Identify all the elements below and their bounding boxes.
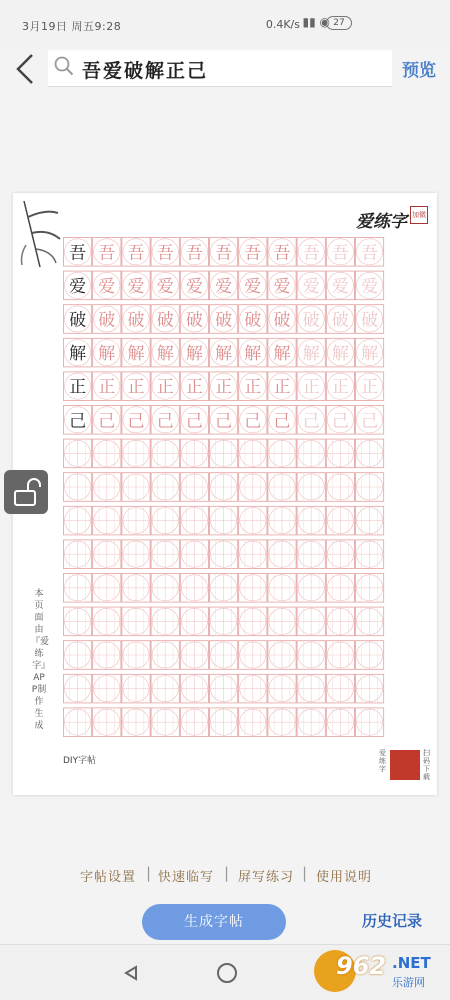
trace-character: 解 (185, 344, 203, 365)
scan-download (379, 749, 435, 783)
grid-cell (239, 305, 267, 334)
lock-button[interactable] (4, 470, 48, 514)
trace-character: 正 (215, 377, 233, 398)
grid-cell (92, 506, 121, 535)
grid-cell (356, 238, 384, 267)
grid-cell (326, 708, 355, 737)
grid-cell (326, 338, 354, 367)
grid-cell (268, 238, 296, 267)
grid-cell (151, 338, 179, 367)
grid-cell (297, 238, 325, 267)
grid-cell (180, 271, 208, 300)
qr-seal-icon (390, 750, 420, 780)
grid-cell (238, 674, 267, 703)
preview-button[interactable]: 预览 (402, 61, 436, 81)
nav-home-icon[interactable] (217, 963, 237, 983)
grid-cell (121, 607, 150, 636)
grid-cell (209, 473, 238, 502)
grid-cell (238, 641, 267, 670)
grid-row (63, 708, 384, 737)
trace-character: 破 (331, 310, 349, 331)
trace-character: 破 (156, 310, 174, 331)
grid-cell (239, 271, 267, 300)
watermark-number: 962 (336, 952, 387, 980)
grid-cell (238, 473, 267, 502)
character-grid (63, 235, 385, 744)
grid-cell (268, 338, 296, 367)
grid-cell (209, 506, 238, 535)
status-bar (0, 0, 450, 48)
grid-cell (63, 473, 92, 502)
grid-cell (297, 506, 326, 535)
grid-cell (180, 674, 209, 703)
grid-cell (151, 574, 180, 603)
grid-cell (268, 305, 296, 334)
grid-cell (63, 641, 92, 670)
grid-cell (210, 338, 238, 367)
history-button[interactable]: 历史记录 (362, 912, 423, 930)
grid-cell (297, 305, 325, 334)
trace-character: 正 (273, 377, 291, 398)
model-character: 吾 (69, 243, 87, 264)
trace-character: 正 (98, 377, 116, 398)
grid-row (64, 238, 384, 267)
scan-right-text: 扫码下载 (423, 749, 430, 781)
grid-cell (297, 708, 326, 737)
unlock-icon (4, 470, 48, 514)
grid-cell (92, 708, 121, 737)
grid-cell (151, 674, 180, 703)
grid-cell (268, 271, 296, 300)
grid-cell (297, 372, 325, 401)
grid-cell (151, 708, 180, 737)
grid-cell (151, 473, 180, 502)
grid-cell (121, 540, 150, 569)
grid-cell (122, 338, 150, 367)
grid-cell (151, 607, 180, 636)
function-menu: 字帖设置 | 快速临写 | 屏写练习 | 使用说明 (80, 864, 373, 885)
grid-cell (180, 473, 209, 502)
trace-character: 爱 (98, 276, 116, 297)
logo-seal: 加微 (410, 206, 428, 224)
grid-cell (356, 338, 384, 367)
grid-cell (92, 439, 121, 468)
grid-cell (356, 305, 384, 334)
grid-cell (267, 574, 296, 603)
grid-row (63, 540, 384, 569)
grid-cell (355, 708, 384, 737)
trace-character: 解 (331, 344, 349, 365)
trace-character: 己 (244, 411, 262, 432)
trace-character: 吾 (185, 243, 203, 264)
grid-cell (297, 641, 326, 670)
grid-cell (92, 674, 121, 703)
side-note: 本页面由『爱练字』APP制作生成 (31, 589, 50, 731)
menu-item-screen-practice[interactable]: 屏写练习 (238, 870, 295, 885)
grid-cell (93, 406, 121, 435)
model-character: 爱 (69, 276, 87, 297)
trace-character: 吾 (127, 243, 145, 264)
generate-button[interactable]: 生成字帖 (142, 904, 286, 940)
trace-character: 爱 (331, 276, 349, 297)
trace-character: 解 (244, 344, 262, 365)
trace-character: 吾 (273, 243, 291, 264)
grid-cell (355, 574, 384, 603)
battery-icon: 27 (326, 16, 352, 30)
trace-character: 破 (273, 310, 291, 331)
grid-cell (297, 473, 326, 502)
trace-character: 解 (215, 344, 233, 365)
trace-character: 吾 (331, 243, 349, 264)
grid-cell (209, 641, 238, 670)
grid-cell (210, 406, 238, 435)
search-icon (54, 56, 74, 76)
back-icon[interactable] (14, 52, 44, 88)
grid-cell (151, 540, 180, 569)
top-bar (0, 48, 450, 90)
trace-character: 解 (361, 344, 379, 365)
grid-cell (180, 607, 209, 636)
grid-cell (63, 439, 92, 468)
trace-character: 爱 (273, 276, 291, 297)
grid-cell (297, 271, 325, 300)
grid-cell (297, 540, 326, 569)
grid-cell (209, 540, 238, 569)
grid-row (64, 372, 384, 401)
grid-cell (239, 338, 267, 367)
grid-cell (180, 641, 209, 670)
model-character: 解 (69, 344, 87, 365)
grid-cell (267, 708, 296, 737)
grid-cell (180, 238, 208, 267)
grid-cell (64, 238, 92, 267)
grid-row (63, 506, 384, 535)
trace-character: 破 (98, 310, 116, 331)
grid-cell (326, 305, 354, 334)
trace-character: 吾 (215, 243, 233, 264)
model-character: 破 (69, 310, 87, 331)
grid-cell (267, 473, 296, 502)
grid-row (63, 674, 384, 703)
grid-cell (326, 506, 355, 535)
grid-cell (63, 708, 92, 737)
grid-cell (151, 305, 179, 334)
grid-cell (121, 674, 150, 703)
grid-cell (180, 540, 209, 569)
nav-back-icon[interactable] (123, 965, 139, 981)
trace-character: 解 (273, 344, 291, 365)
trace-character: 正 (185, 377, 203, 398)
grid-cell (92, 607, 121, 636)
grid-cell (326, 439, 355, 468)
grid-cell (64, 271, 92, 300)
trace-character: 吾 (156, 243, 174, 264)
grid-cell (267, 641, 296, 670)
grid-cell (180, 338, 208, 367)
trace-character: 破 (185, 310, 203, 331)
grid-cell (326, 607, 355, 636)
grid-cell (122, 406, 150, 435)
grid-cell (180, 372, 208, 401)
grid-row (64, 271, 384, 300)
menu-item-instructions[interactable]: 使用说明 (316, 870, 373, 885)
grid-cell (93, 372, 121, 401)
grid-cell (151, 506, 180, 535)
grid-cell (64, 372, 92, 401)
bamboo-decoration-icon (18, 199, 64, 269)
grid-cell (209, 674, 238, 703)
trace-character: 己 (127, 411, 145, 432)
trace-character: 爱 (127, 276, 145, 297)
menu-item-settings[interactable]: 字帖设置 (80, 870, 137, 885)
model-character: 正 (69, 377, 87, 398)
grid-cell (210, 305, 238, 334)
app-logo: 爱练字 (356, 212, 407, 232)
grid-cell (121, 473, 150, 502)
grid-cell (180, 574, 209, 603)
grid-cell (268, 406, 296, 435)
grid-cell (180, 708, 209, 737)
grid-row (64, 406, 384, 435)
grid-row (63, 473, 384, 502)
grid-cell (297, 674, 326, 703)
grid-cell (63, 674, 92, 703)
grid-cell (151, 439, 180, 468)
grid-cell (122, 238, 150, 267)
grid-cell (267, 439, 296, 468)
grid-cell (267, 506, 296, 535)
grid-cell (326, 641, 355, 670)
trace-character: 爱 (185, 276, 203, 297)
grid-canvas (63, 235, 385, 740)
grid-cell (355, 506, 384, 535)
grid-row (64, 338, 384, 367)
grid-cell (356, 271, 384, 300)
grid-cell (92, 540, 121, 569)
trace-character: 正 (302, 377, 320, 398)
trace-character: 解 (156, 344, 174, 365)
grid-cell (92, 574, 121, 603)
trace-character: 吾 (361, 243, 379, 264)
grid-cell (268, 372, 296, 401)
grid-cell (121, 708, 150, 737)
trace-character: 解 (302, 344, 320, 365)
trace-character: 吾 (244, 243, 262, 264)
grid-cell (238, 574, 267, 603)
search-input[interactable] (48, 50, 392, 87)
grid-cell (326, 473, 355, 502)
grid-cell (355, 540, 384, 569)
trace-character: 吾 (302, 243, 320, 264)
trace-character: 正 (331, 377, 349, 398)
trace-character: 爱 (215, 276, 233, 297)
grid-cell (64, 305, 92, 334)
grid-cell (326, 238, 354, 267)
grid-cell (209, 574, 238, 603)
trace-character: 爱 (361, 276, 379, 297)
trace-character: 正 (361, 377, 379, 398)
grid-cell (122, 271, 150, 300)
network-speed: 0.4K/s (265, 18, 300, 31)
grid-cell (238, 708, 267, 737)
grid-cell (121, 641, 150, 670)
grid-cell (238, 506, 267, 535)
grid-row (63, 439, 384, 468)
grid-cell (297, 338, 325, 367)
grid-cell (355, 473, 384, 502)
grid-cell (297, 406, 325, 435)
grid-cell (63, 506, 92, 535)
grid-cell (326, 372, 354, 401)
grid-cell (180, 305, 208, 334)
grid-cell (355, 439, 384, 468)
grid-cell (239, 238, 267, 267)
grid-cell (63, 607, 92, 636)
diy-label: DIY字帖 (63, 756, 97, 766)
grid-cell (267, 540, 296, 569)
grid-cell (356, 372, 384, 401)
grid-cell (209, 708, 238, 737)
grid-cell (151, 406, 179, 435)
trace-character: 己 (302, 411, 320, 432)
grid-cell (180, 439, 209, 468)
grid-cell (209, 607, 238, 636)
status-time: 3月19日 周五9:28 (22, 20, 122, 33)
grid-cell (355, 641, 384, 670)
trace-character: 破 (244, 310, 262, 331)
model-character: 己 (69, 411, 87, 432)
watermark-net: .NET (392, 954, 431, 972)
trace-character: 己 (331, 411, 349, 432)
trace-character: 己 (215, 411, 233, 432)
grid-cell (121, 506, 150, 535)
trace-character: 破 (215, 310, 233, 331)
grid-cell (122, 305, 150, 334)
trace-character: 爱 (302, 276, 320, 297)
grid-cell (64, 338, 92, 367)
grid-cell (210, 372, 238, 401)
grid-cell (239, 406, 267, 435)
grid-cell (355, 607, 384, 636)
trace-character: 己 (185, 411, 203, 432)
trace-character: 正 (244, 377, 262, 398)
grid-row (63, 607, 384, 636)
grid-cell (355, 674, 384, 703)
trace-character: 解 (98, 344, 116, 365)
trace-character: 破 (127, 310, 145, 331)
grid-cell (238, 607, 267, 636)
grid-cell (93, 238, 121, 267)
site-watermark (312, 948, 444, 994)
signal-icon: ▮▮ ◉ (302, 15, 330, 29)
grid-cell (210, 271, 238, 300)
grid-cell (64, 406, 92, 435)
grid-cell (326, 271, 354, 300)
trace-character: 破 (361, 310, 379, 331)
trace-character: 吾 (98, 243, 116, 264)
grid-cell (93, 338, 121, 367)
grid-cell (238, 439, 267, 468)
grid-row (64, 305, 384, 334)
grid-cell (63, 540, 92, 569)
grid-cell (121, 574, 150, 603)
trace-character: 己 (98, 411, 116, 432)
grid-cell (151, 271, 179, 300)
trace-character: 己 (156, 411, 174, 432)
grid-cell (326, 674, 355, 703)
grid-cell (326, 574, 355, 603)
trace-character: 正 (156, 377, 174, 398)
grid-cell (297, 574, 326, 603)
grid-cell (92, 473, 121, 502)
grid-cell (267, 674, 296, 703)
trace-character: 正 (127, 377, 145, 398)
menu-item-quick-copy[interactable]: 快速临写 (158, 870, 215, 885)
grid-cell (63, 574, 92, 603)
grid-cell (121, 439, 150, 468)
search-query: 吾爱破解正己 (82, 60, 209, 82)
grid-cell (210, 238, 238, 267)
trace-character: 解 (127, 344, 145, 365)
grid-cell (93, 271, 121, 300)
grid-cell (239, 372, 267, 401)
grid-cell (297, 439, 326, 468)
grid-cell (180, 506, 209, 535)
grid-cell (151, 641, 180, 670)
grid-cell (297, 607, 326, 636)
grid-cell (326, 406, 354, 435)
grid-cell (267, 607, 296, 636)
grid-cell (356, 406, 384, 435)
grid-cell (92, 641, 121, 670)
grid-cell (93, 305, 121, 334)
trace-character: 破 (302, 310, 320, 331)
trace-character: 己 (361, 411, 379, 432)
scan-left-text: 爱练字 (379, 749, 386, 773)
grid-cell (238, 540, 267, 569)
grid-cell (151, 372, 179, 401)
grid-cell (122, 372, 150, 401)
grid-row (63, 574, 384, 603)
grid-cell (209, 439, 238, 468)
grid-row (63, 641, 384, 670)
practice-sheet (13, 193, 437, 795)
grid-cell (151, 238, 179, 267)
watermark-sub: 乐游网 (392, 976, 425, 989)
trace-character: 爱 (244, 276, 262, 297)
trace-character: 爱 (156, 276, 174, 297)
grid-cell (326, 540, 355, 569)
grid-cell (180, 406, 208, 435)
trace-character: 己 (273, 411, 291, 432)
